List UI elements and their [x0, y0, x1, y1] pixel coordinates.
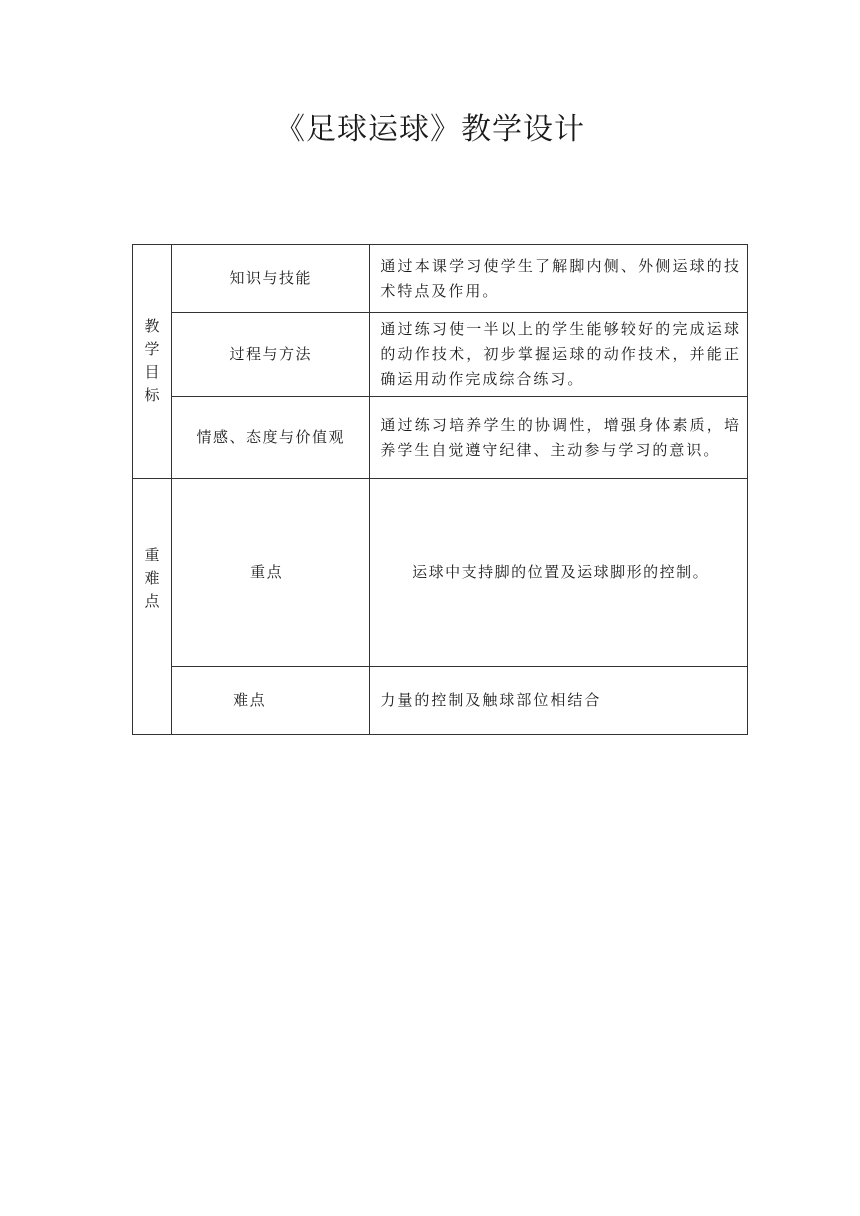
lesson-plan-table	[132, 244, 748, 735]
objective-label-process: 过程与方法	[172, 313, 370, 397]
objective-content-process: 通过练习使一半以上的学生能够较好的完成运球的动作技术，初步掌握运球的动作技术，并能正确运用动作完成综合练习。	[370, 313, 748, 397]
objective-label-attitude: 情感、态度与价值观	[172, 397, 370, 479]
objectives-group-cell	[133, 245, 172, 479]
key-point-content: 运球中支持脚的位置及运球脚形的控制。	[370, 479, 748, 667]
difficulty-label: 难点	[172, 667, 370, 735]
table-row	[133, 313, 748, 397]
objectives-group-label: 教学目标	[144, 317, 160, 404]
key-points-group-label: 重难点	[144, 546, 160, 610]
table-row	[133, 397, 748, 479]
table-row	[133, 479, 748, 667]
objective-content-attitude: 通过练习培养学生的协调性，增强身体素质，培养学生自觉遵守纪律、主动参与学习的意识。	[370, 397, 748, 479]
difficulty-content: 力量的控制及触球部位相结合	[370, 667, 748, 735]
table-row	[133, 245, 748, 313]
page-title: 《足球运球》教学设计	[275, 112, 585, 147]
table-row	[133, 667, 748, 735]
key-point-label: 重点	[172, 479, 370, 667]
key-points-group-cell	[133, 479, 172, 735]
objective-content-knowledge: 通过本课学习使学生了解脚内侧、外侧运球的技术特点及作用。	[370, 245, 748, 313]
objective-label-knowledge: 知识与技能	[172, 245, 370, 313]
